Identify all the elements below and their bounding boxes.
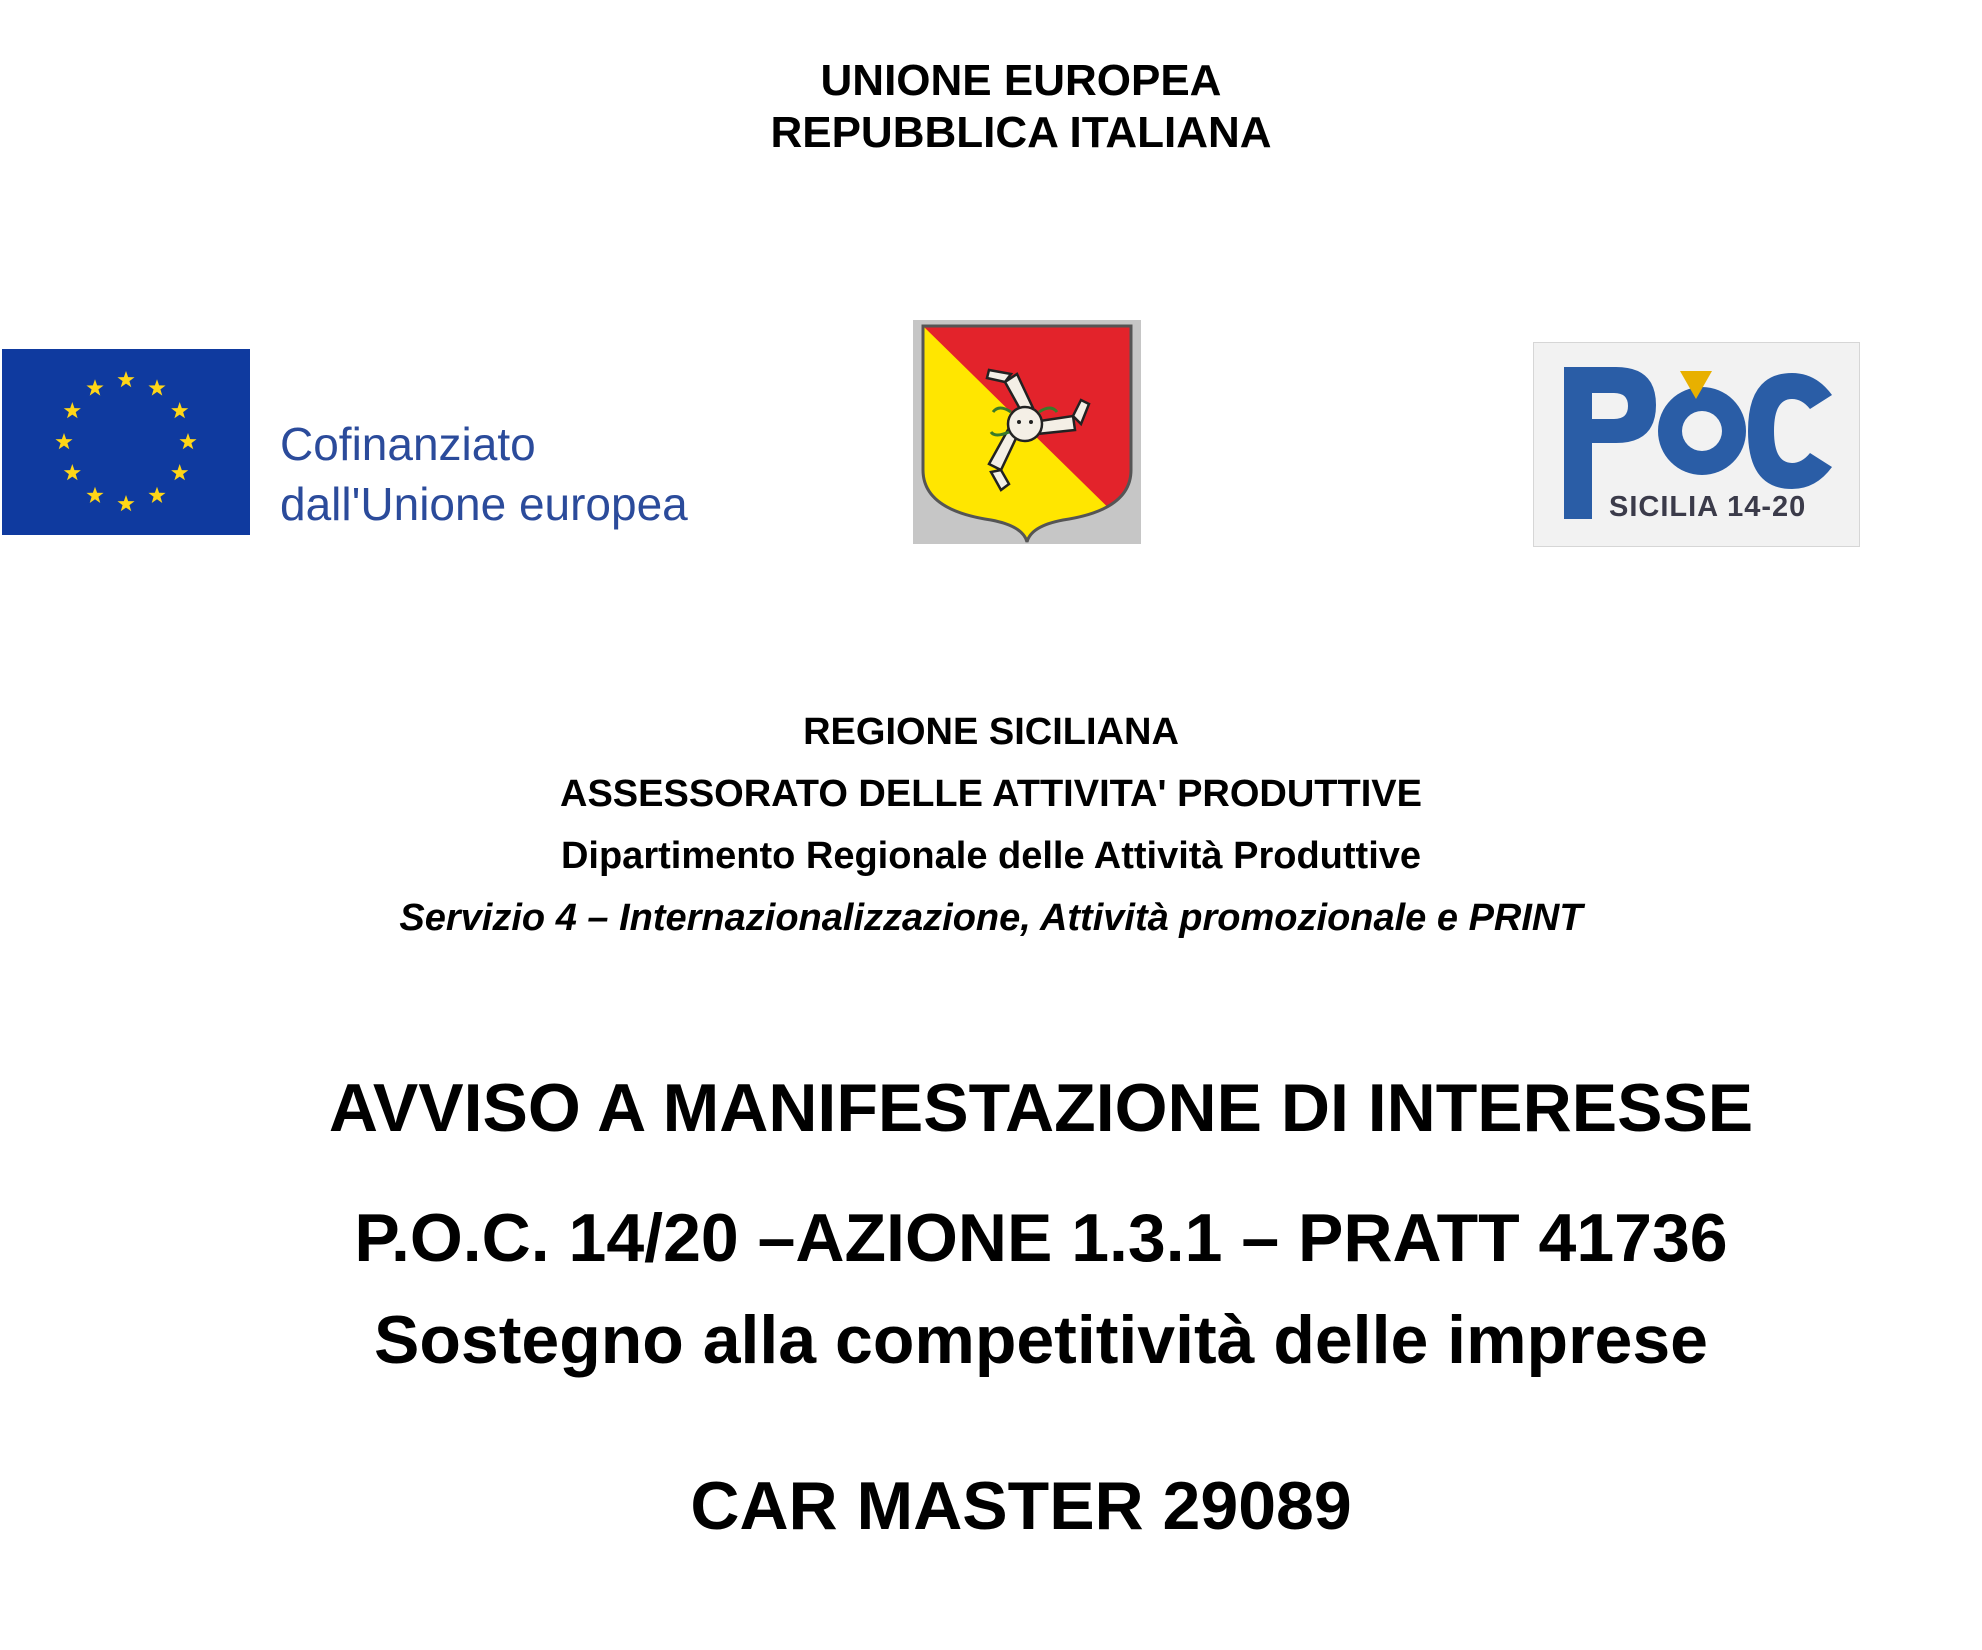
- notice-subtitle: Sostegno alla competitività delle imprese: [374, 1302, 1708, 1378]
- office-assessorato: ASSESSORATO DELLE ATTIVITA' PRODUTTIVE: [560, 773, 1422, 815]
- header-line-1: UNIONE EUROPEA: [820, 56, 1222, 105]
- eu-logo-text-line-1: Cofinanziato: [280, 418, 536, 470]
- notice-reference: P.O.C. 14/20 –AZIONE 1.3.1 – PRATT 41736: [354, 1200, 1728, 1276]
- trinacria-coat-of-arms-icon: [913, 320, 1141, 544]
- poc-logo-subtitle: SICILIA 14-20: [1609, 491, 1807, 523]
- poc-sicilia-logo: [1533, 342, 1860, 547]
- office-department: Dipartimento Regionale delle Attività Produttive: [560, 835, 1422, 877]
- eu-logo-text-line-2: dall'Unione europea: [280, 478, 688, 530]
- sicily-coat-of-arms: [913, 320, 1141, 544]
- office-service: Servizio 4 – Internazionalizzazione, Attività promozionale e PRINT: [399, 897, 1583, 939]
- company-name: CAR MASTER 29089: [690, 1468, 1352, 1544]
- header-line-2: REPUBBLICA ITALIANA: [770, 108, 1272, 157]
- notice-title: AVVISO A MANIFESTAZIONE DI INTERESSE: [328, 1070, 1754, 1146]
- eu-cofinancing-logo: [2, 349, 702, 539]
- eu-flag-icon: [2, 349, 250, 535]
- office-region: REGIONE SICILIANA: [803, 711, 1179, 753]
